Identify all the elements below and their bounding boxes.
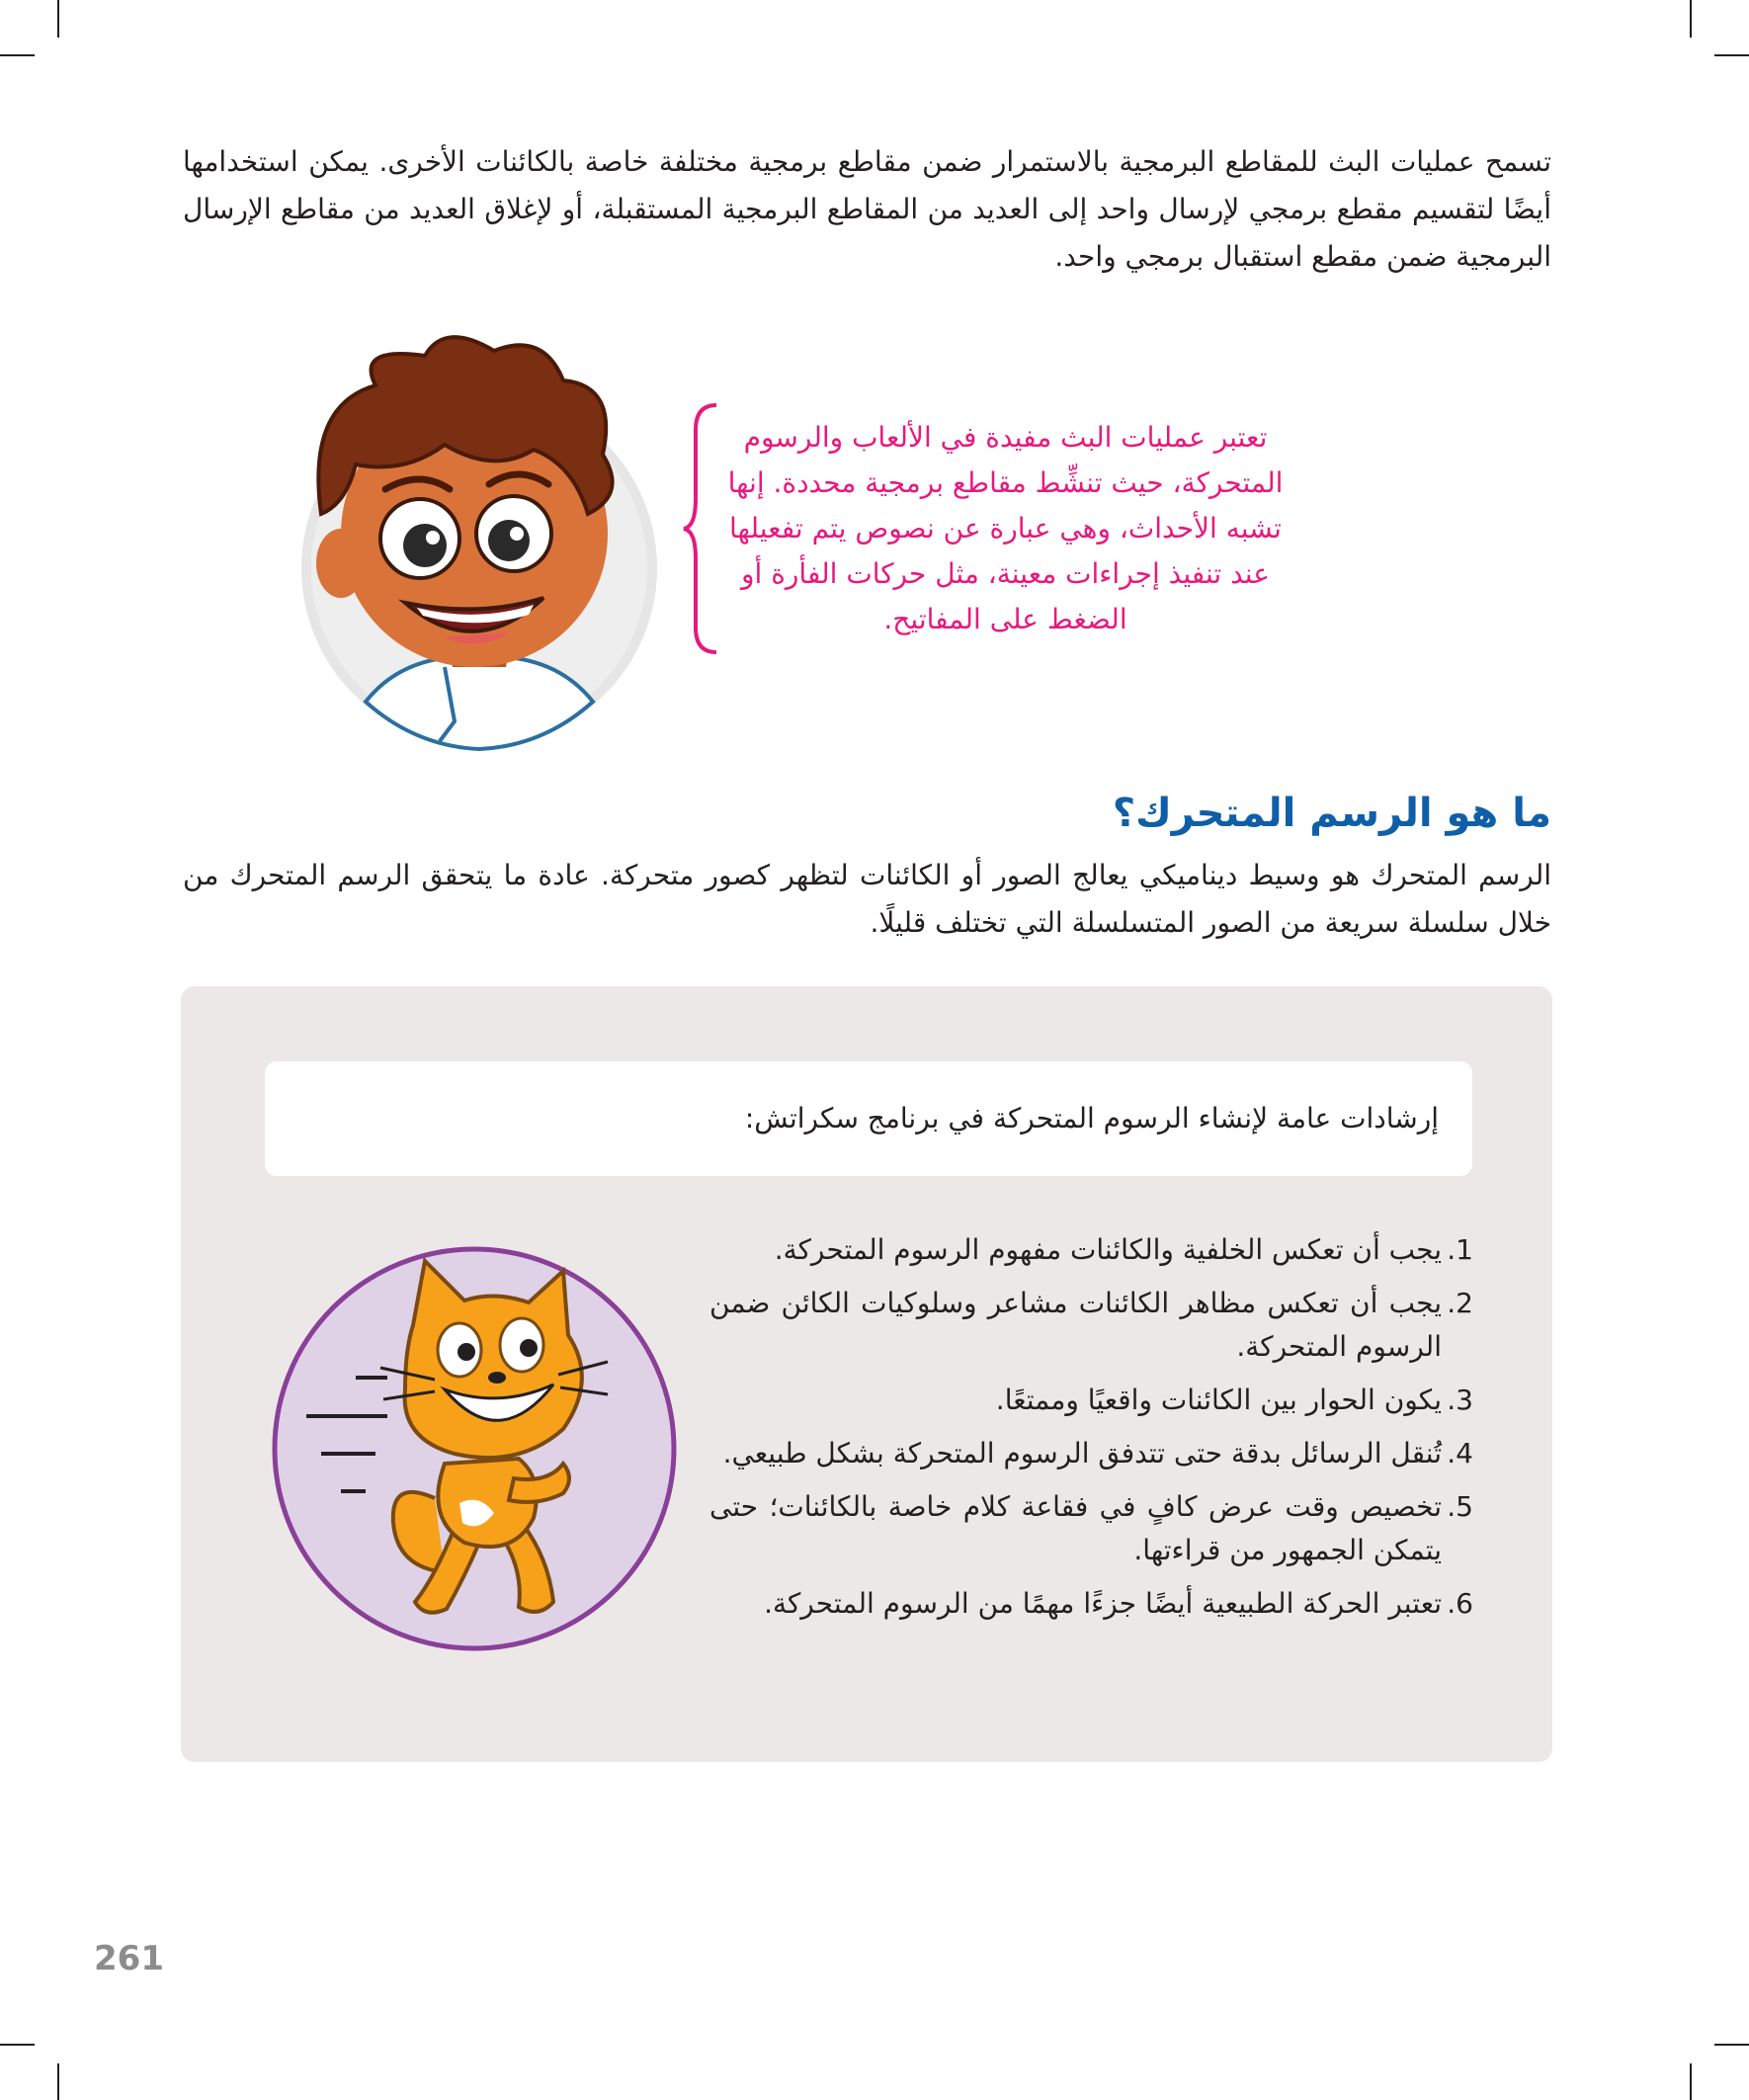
page-number: 261 bbox=[94, 1939, 164, 1978]
boy-character-illustration bbox=[247, 326, 662, 771]
item-text: يجب أن تعكس مظاهر الكائنات مشاعر وسلوكيات الكائن ضمن الرسوم المتحركة. bbox=[709, 1287, 1442, 1363]
definition-paragraph: الرسم المتحرك هو وسيط ديناميكي يعالج الصور أو الكائنات لتظهر كصور متحركة. عادة ما يتحقق الرسم المتحرك من خلال سلسلة سريعة من الصور المتسلسلة التي تختلف قليلًا. bbox=[183, 859, 1551, 939]
crop-mark bbox=[0, 2044, 35, 2046]
section-heading: ما هو الرسم المتحرك؟ bbox=[1112, 791, 1551, 836]
item-number: 6. bbox=[1447, 1587, 1473, 1620]
scratch-cat-illustration bbox=[267, 1241, 682, 1656]
item-text: يجب أن تعكس الخلفية والكائنات مفهوم الرسوم المتحركة. bbox=[774, 1233, 1442, 1266]
item-number: 5. bbox=[1447, 1490, 1473, 1523]
crop-mark bbox=[1690, 2063, 1692, 2100]
list-item bbox=[709, 1432, 1473, 1475]
crop-mark bbox=[1714, 2044, 1749, 2046]
item-number: 1. bbox=[1447, 1233, 1473, 1266]
item-text: تخصيص وقت عرض كافٍ في فقاعة كلام خاصة بالكائنات؛ حتى يتمكن الجمهور من قراءتها. bbox=[709, 1490, 1442, 1566]
list-item bbox=[709, 1228, 1473, 1272]
list-item bbox=[709, 1485, 1473, 1572]
crop-mark bbox=[0, 54, 35, 56]
item-text: تُنقل الرسائل بدقة حتى تتدفق الرسوم المتحركة بشكل طبيعي. bbox=[722, 1437, 1442, 1470]
speech-bubble-text: تعتبر عمليات البث مفيدة في الألعاب والرسوم المتحركة، حيث تنشِّط مقاطع برمجية محددة. إنها تشبه الأحداث، وهي عبارة عن نصوص يتم تفعيلها عند تنفيذ إجراءات معينة، مثل حركات الفأرة أو الضغط على المفاتيح. bbox=[727, 421, 1284, 635]
list-item bbox=[709, 1379, 1473, 1422]
list-item bbox=[709, 1582, 1473, 1626]
crop-mark bbox=[57, 2063, 59, 2100]
intro-paragraph: تسمح عمليات البث للمقاطع البرمجية بالاستمرار ضمن مقاطع برمجية مختلفة خاصة بالكائنات الأخرى. يمكن استخدامها أيضًا لتقسيم مقطع برمجي لإرسال واحد إلى العديد من المقاطع البرمجية المستقبلة، أو لإغلاق العديد من مقاطع الإرسال البرمجية ضمن مقطع استقبال برمجي واحد. bbox=[183, 145, 1551, 273]
crop-mark bbox=[1714, 54, 1749, 56]
guidelines-list bbox=[709, 1228, 1473, 1636]
item-text: يكون الحوار بين الكائنات واقعيًا وممتعًا. bbox=[995, 1384, 1442, 1416]
guidelines-title: إرشادات عامة لإنشاء الرسوم المتحركة في برنامج سكراتش: bbox=[265, 1061, 1472, 1176]
crop-mark bbox=[1690, 0, 1692, 38]
item-number: 4. bbox=[1447, 1437, 1473, 1470]
list-item bbox=[709, 1282, 1473, 1369]
item-number: 2. bbox=[1447, 1287, 1473, 1319]
crop-mark bbox=[57, 0, 59, 38]
speech-brace bbox=[682, 400, 721, 657]
item-text: تعتبر الحركة الطبيعية أيضًا جزءًا مهمًا من الرسوم المتحركة. bbox=[764, 1587, 1442, 1620]
guidelines-panel bbox=[181, 986, 1552, 1762]
item-number: 3. bbox=[1447, 1384, 1473, 1416]
